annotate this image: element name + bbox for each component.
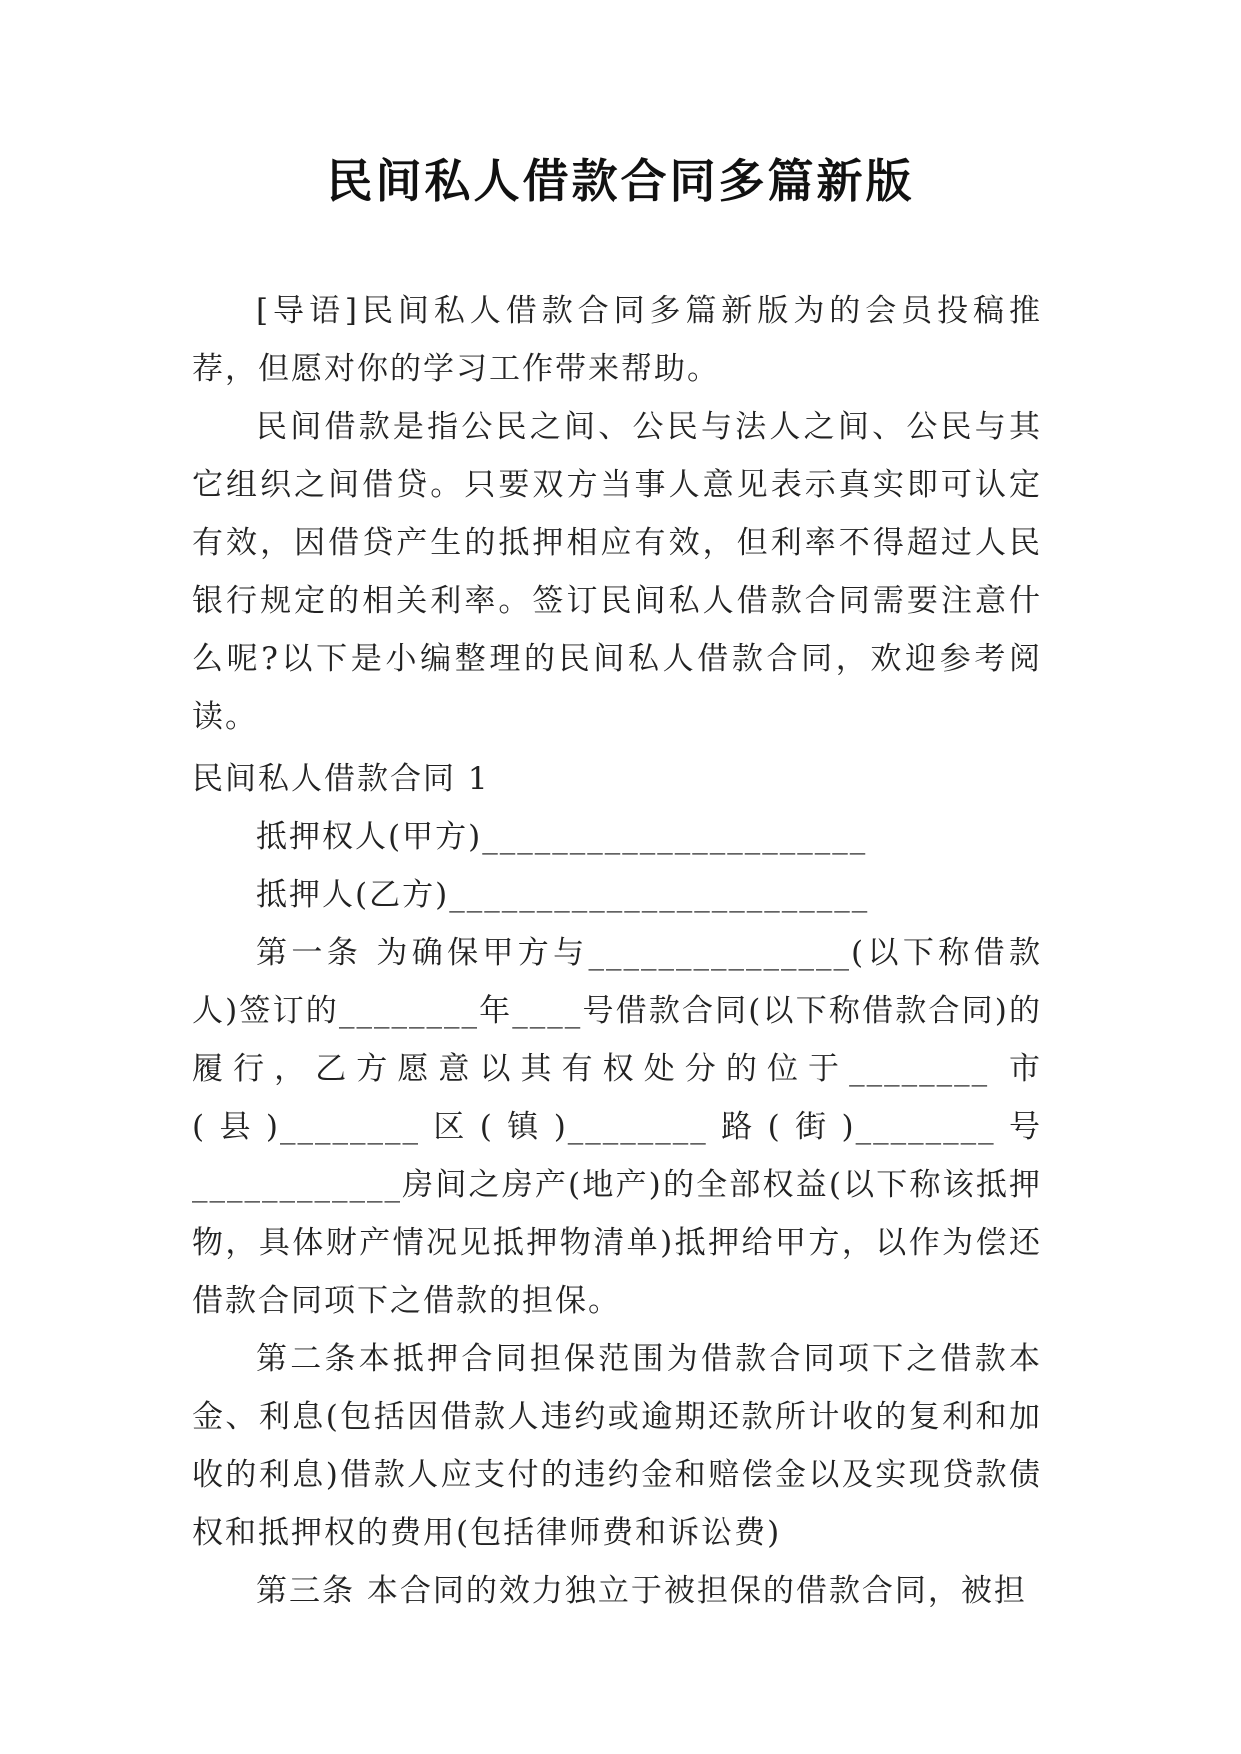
article-3: 第三条 本合同的效力独立于被担保的借款合同，被担 bbox=[256, 1573, 1027, 1609]
section-heading: 民间私人借款合同 1 bbox=[192, 761, 490, 797]
document-title: 民间私人借款合同多篇新版 bbox=[326, 154, 915, 208]
intro-section bbox=[192, 282, 1042, 746]
party-a-line: 抵押权人(甲方)______________________ bbox=[256, 819, 868, 855]
party-b-line: 抵押人(乙方)________________________ bbox=[256, 877, 870, 913]
contract-section bbox=[192, 750, 1042, 1620]
article-2: 第二条本抵押合同担保范围为借款合同项下之借款本金、利息(包括因借款人违约或逾期还款所计收的复利和加收的利息)借款人应支付的违约金和赔偿金以及实现贷款债权和抵押权的费用(包括律师费和诉讼费) bbox=[192, 1341, 1042, 1551]
article-1: 第一条 为确保甲方与_______________(以下称借款人)签订的________年____号借款合同(以下称借款合同)的履行，乙方愿意以其有权处分的位于________ 市(县)________区(镇)________路(街)________号____________房间之房产(地产)的全部权益(以下称该抵押物，具体财产情况见抵押物清单)抵押给甲方，以作为偿还借款合同项下之借款的担保。 bbox=[192, 935, 1042, 1319]
intro-paragraph-lead: [导语]民间私人借款合同多篇新版为的会员投稿推荐，但愿对你的学习工作带来帮助。 bbox=[192, 293, 1042, 387]
intro-paragraph-definition: 民间借款是指公民之间、公民与法人之间、公民与其它组织之间借贷。只要双方当事人意见表示真实即可认定有效，因借贷产生的抵押相应有效，但利率不得超过人民银行规定的相关利率。签订民间私人借款合同需要注意什么呢?以下是小编整理的民间私人借款合同，欢迎参考阅读。 bbox=[192, 409, 1042, 735]
